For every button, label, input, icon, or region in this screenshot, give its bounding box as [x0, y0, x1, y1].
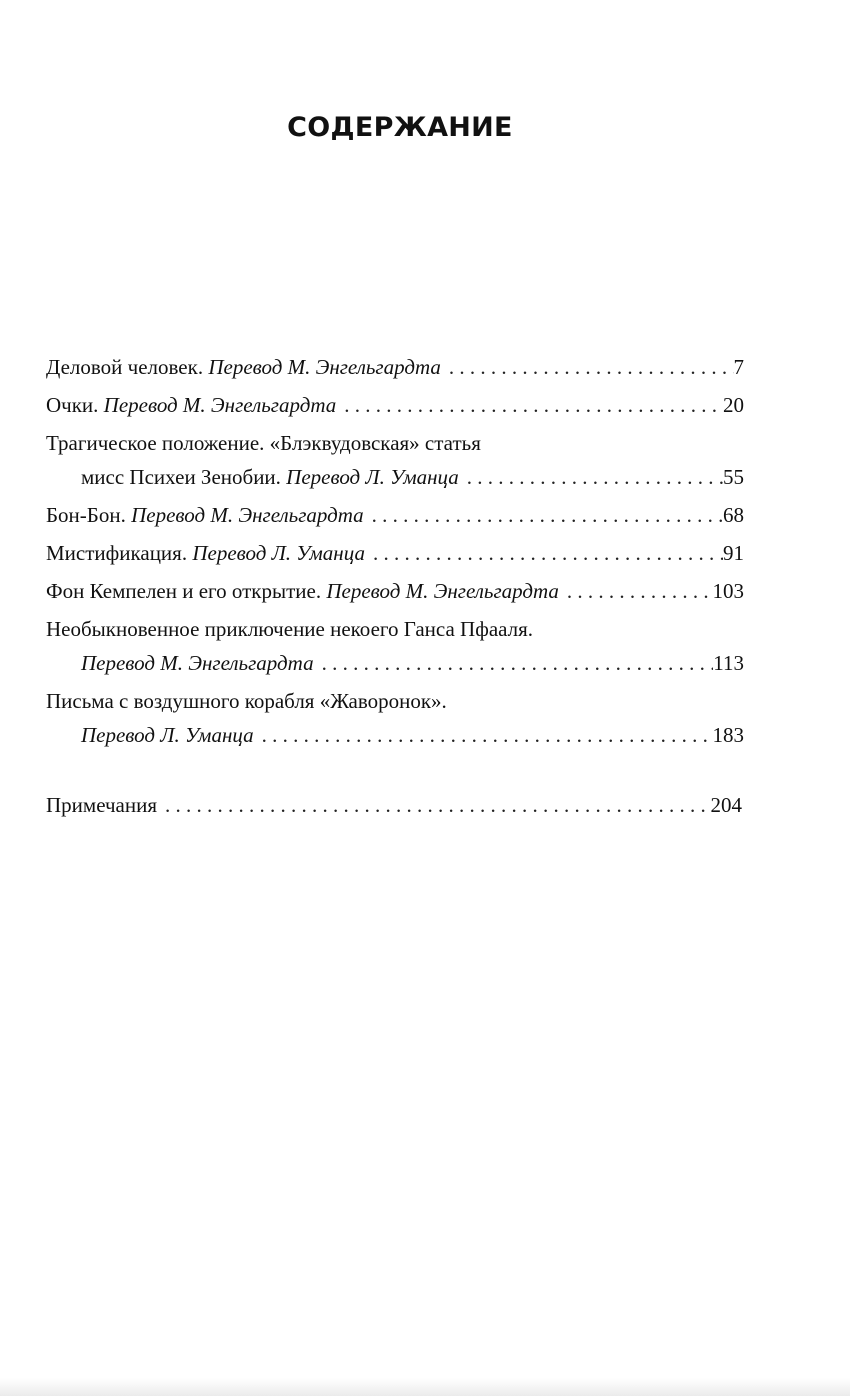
toc-entry [46, 536, 744, 570]
toc-line-continuation [46, 718, 744, 752]
entry-title: Бон-Бон. [46, 503, 132, 527]
entry-translator: Перевод Л. Уманца [192, 541, 365, 565]
toc-line-continuation [46, 460, 744, 494]
page-number: 103 [712, 579, 744, 603]
dot-leader [157, 788, 710, 822]
entry-title: Очки. [46, 393, 104, 417]
toc-line [46, 498, 744, 532]
entry-translator: Перевод Л. Уманца [81, 723, 254, 747]
toc-line-continuation [46, 646, 744, 680]
page-number: 20 [723, 393, 744, 417]
notes-title: Примечания [46, 793, 158, 817]
toc-line [46, 536, 744, 570]
page-number: 68 [723, 503, 744, 527]
page-number: 204 [710, 793, 742, 817]
toc-line [46, 388, 744, 422]
entry-translator: Перевод М. Энгельгардта [131, 503, 364, 527]
entry-title: Письма с воздушного корабля «Жаворонок». [46, 689, 447, 713]
entry-translator: Перевод М. Энгельгардта [208, 355, 441, 379]
entry-title: Мистификация. [46, 541, 193, 565]
page-number: 183 [712, 723, 744, 747]
entry-translator: Перевод М. Энгельгардта [103, 393, 337, 417]
toc-entry [46, 426, 744, 494]
entry-title: Фон Кемпелен и его открытие. [46, 579, 327, 603]
entry-title: Необыкновенное приключение некоего Ганса Пфааля. [46, 617, 534, 641]
dot-leader [365, 536, 723, 570]
toc-line [46, 350, 744, 384]
page-edge-shadow [0, 1378, 850, 1396]
entry-translator: Перевод М. Энгельгардта [326, 579, 559, 603]
toc-line [46, 788, 742, 822]
dot-leader [459, 460, 723, 494]
dot-leader [254, 718, 713, 752]
toc-line [46, 574, 744, 608]
entry-translator: Перевод Л. Уманца [286, 465, 459, 489]
page-number: 91 [723, 541, 744, 565]
toc-entry-notes [46, 788, 744, 822]
toc-entry [46, 574, 744, 608]
dot-leader [336, 388, 723, 422]
toc-line [46, 612, 744, 646]
toc-entry [46, 388, 744, 422]
toc-entry [46, 498, 744, 532]
toc-title: СОДЕРЖАНИЕ [287, 112, 513, 143]
entry-translator: Перевод М. Энгельгардта [81, 651, 314, 675]
entry-title: Трагическое положение. «Блэквудовская» статья [46, 431, 481, 455]
toc-entry [46, 350, 744, 384]
toc-entry [46, 612, 744, 680]
page-number: 55 [723, 465, 744, 489]
table-of-contents [46, 350, 744, 826]
entry-title-continued: мисс Психеи Зенобии. [81, 465, 287, 489]
toc-line [46, 684, 744, 718]
page-number: 7 [733, 355, 744, 379]
dot-leader [364, 498, 723, 532]
dot-leader [314, 646, 714, 680]
dot-leader [441, 350, 734, 384]
page-number: 113 [713, 651, 744, 675]
toc-entry [46, 684, 744, 752]
dot-leader [559, 574, 713, 608]
toc-line [46, 426, 744, 460]
entry-title: Деловой человек. [46, 355, 209, 379]
